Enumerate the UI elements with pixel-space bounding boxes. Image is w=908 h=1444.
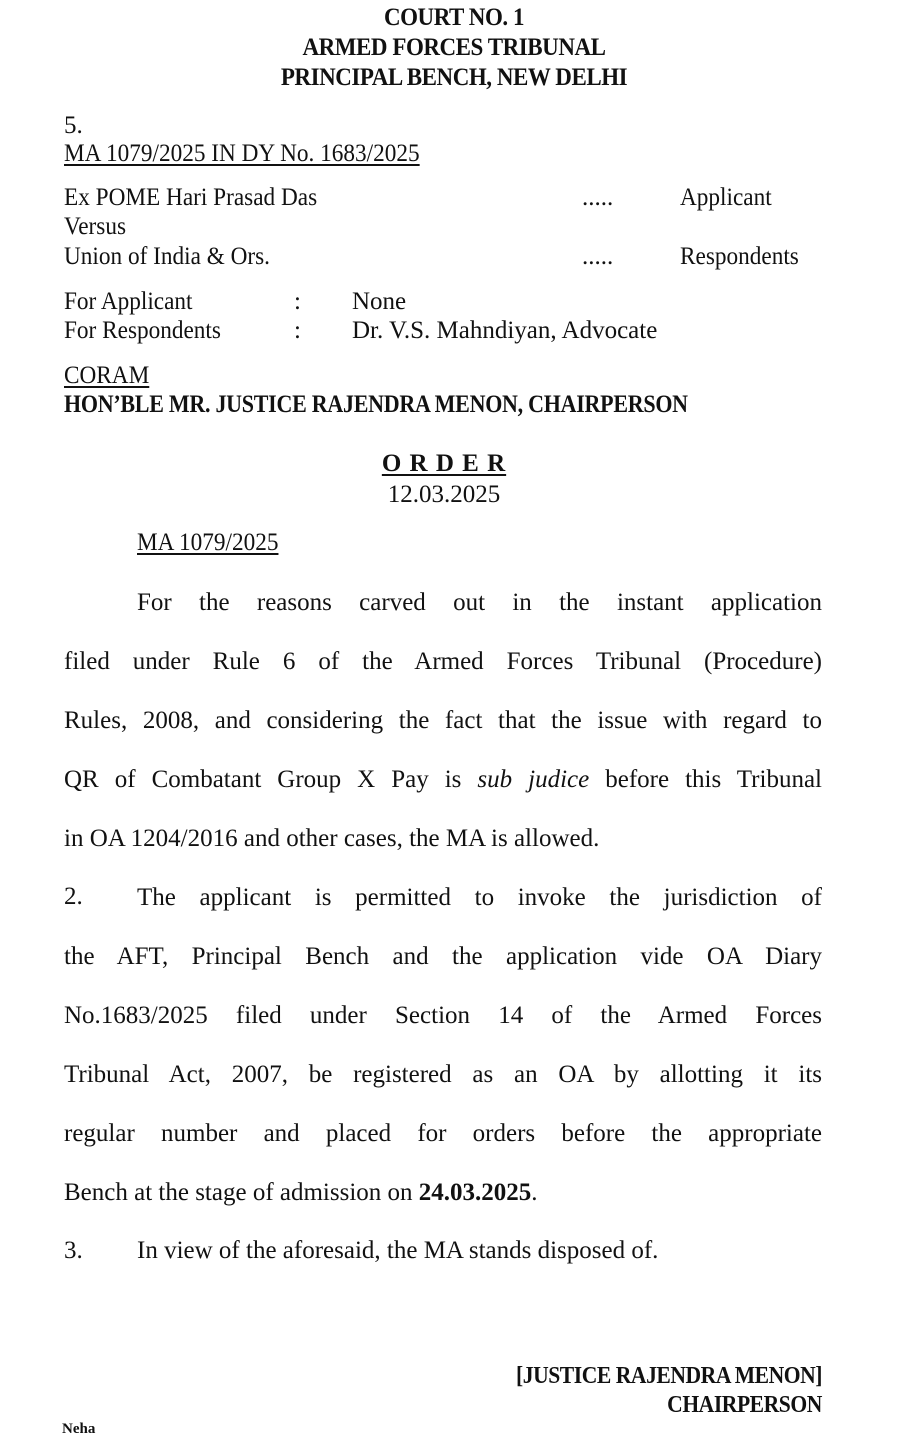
counsel-applicant-colon: :: [294, 288, 301, 315]
para1-line: in OA 1204/2016 and other cases, the MA is allowed.: [64, 825, 600, 852]
para1-text: before this Tribunal: [589, 766, 822, 793]
sub-judice-italic: sub judice: [477, 766, 590, 793]
para2-text: .: [531, 1179, 538, 1206]
order-date: 12.03.2025: [387, 481, 501, 508]
footer-initials: Neha: [62, 1421, 96, 1437]
counsel-respondent-label: For Respondents: [64, 317, 221, 344]
para2-last-line: [64, 1178, 822, 1208]
counsel-respondent-colon: :: [294, 317, 301, 344]
para1-text: QR of Combatant Group X Pay is: [64, 766, 478, 793]
counsel-respondent-value: Dr. V.S. Mahndiyan, Advocate: [352, 317, 658, 344]
para2-number: 2.: [64, 883, 83, 910]
para1-line-italic: [64, 765, 822, 795]
signature-name: [JUSTICE RAJENDRA MENON]: [515, 1363, 822, 1389]
para1-line: For the reasons carved out in the instant application: [137, 589, 822, 616]
para2-line: The applicant is permitted to invoke the jurisdiction of: [137, 884, 822, 911]
order-title: O R D E R: [381, 450, 507, 477]
applicant-role: Applicant: [680, 184, 772, 211]
court-number: COURT NO. 1: [383, 4, 525, 31]
para3-number: 3.: [64, 1237, 83, 1264]
applicant-name: Ex POME Hari Prasad Das: [64, 184, 318, 211]
tribunal-name: ARMED FORCES TRIBUNAL: [302, 34, 606, 61]
bench-name: PRINCIPAL BENCH, NEW DELHI: [280, 64, 628, 91]
item-number: 5.: [64, 112, 83, 139]
signature-designation: CHAIRPERSON: [667, 1392, 822, 1418]
para1-line: Rules, 2008, and considering the fact that the issue with regard to: [64, 707, 822, 734]
para1-line: filed under Rule 6 of the Armed Forces Tribunal (Procedure): [64, 648, 822, 675]
para2-line: No.1683/2025 filed under Section 14 of the Armed Forces: [64, 1002, 822, 1029]
respondent-dots: .....: [582, 243, 614, 270]
counsel-applicant-value: None: [352, 288, 407, 315]
para2-text: Bench at the stage of admission on: [64, 1179, 419, 1206]
case-title: MA 1079/2025 IN DY No. 1683/2025: [64, 140, 420, 167]
coram-label: CORAM: [64, 362, 150, 389]
versus-label: Versus: [64, 213, 127, 240]
respondent-name: Union of India & Ors.: [64, 243, 270, 270]
applicant-dots: .....: [582, 184, 614, 211]
para2-line: the AFT, Principal Bench and the application vide OA Diary: [64, 943, 822, 970]
coram-judge: HON’BLE MR. JUSTICE RAJENDRA MENON, CHAIRPERSON: [64, 391, 688, 418]
order-subheading: MA 1079/2025: [137, 529, 279, 556]
para2-line: regular number and placed for orders before the appropriate: [64, 1120, 822, 1147]
hearing-date: 24.03.2025: [418, 1179, 532, 1206]
para2-line: Tribunal Act, 2007, be registered as an OA by allotting it its: [64, 1061, 822, 1088]
counsel-applicant-label: For Applicant: [64, 288, 193, 315]
respondent-role: Respondents: [680, 243, 799, 270]
para3-text: In view of the aforesaid, the MA stands disposed of.: [137, 1237, 659, 1264]
